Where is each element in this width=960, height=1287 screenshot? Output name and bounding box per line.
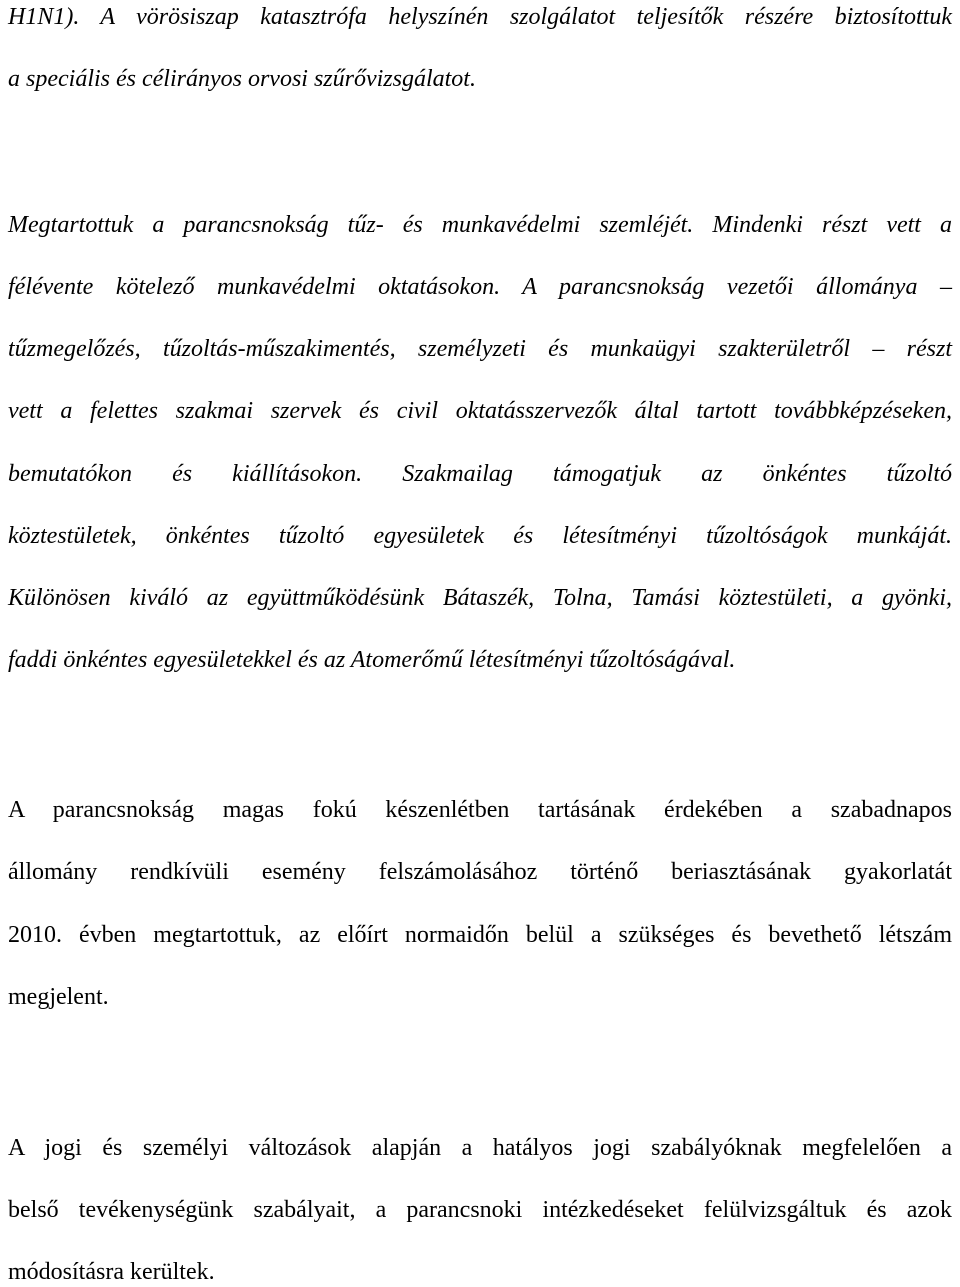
paragraph-2-line-6: köztestületek, önkéntes tűzoltó egyesületek és létesítményi tűzoltóságok munkáját.	[8, 523, 952, 549]
paragraph-4-line-3: módosításra kerültek.	[8, 1259, 215, 1285]
paragraph-2-line-1: Megtartottuk a parancsnokság tűz- és munkavédelmi szemléjét. Mindenki részt vett a	[8, 212, 952, 238]
paragraph-3-line-1: A parancsnokság magas fokú készenlétben tartásának érdekében a szabadnapos	[8, 797, 952, 823]
paragraph-2-line-8: faddi önkéntes egyesületekkel és az Atomerőmű létesítményi tűzoltóságával.	[8, 647, 736, 673]
paragraph-2-line-3: tűzmegelőzés, tűzoltás-műszakimentés, személyzeti és munkaügyi szakterületről – részt	[8, 336, 952, 362]
paragraph-1-line-2: a speciális és célirányos orvosi szűrővizsgálatot.	[8, 66, 476, 92]
paragraph-2-line-4: vett a felettes szakmai szervek és civil oktatásszervezők által tartott továbbképzéseken,	[8, 398, 952, 424]
paragraph-4-line-1: A jogi és személyi változások alapján a hatályos jogi szabályóknak megfelelően a	[8, 1135, 952, 1161]
paragraph-2-line-5: bemutatókon és kiállításokon. Szakmailag támogatjuk az önkéntes tűzoltó	[8, 461, 952, 487]
paragraph-4-line-2: belső tevékenységünk szabályait, a parancsnoki intézkedéseket felülvizsgáltuk és azok	[8, 1197, 952, 1223]
paragraph-3-line-3: 2010. évben megtartottuk, az előírt normaidőn belül a szükséges és bevethető létszám	[8, 922, 952, 948]
paragraph-1-line-1: H1N1). A vörösiszap katasztrófa helyszínén szolgálatot teljesítők részére biztosítottuk	[8, 4, 952, 30]
paragraph-2-line-7: Különösen kiváló az együttműködésünk Bátaszék, Tolna, Tamási köztestületi, a gyönki,	[8, 585, 952, 611]
paragraph-2-line-2: félévente kötelező munkavédelmi oktatásokon. A parancsnokság vezetői állománya –	[8, 274, 952, 300]
paragraph-3-line-4: megjelent.	[8, 984, 109, 1010]
paragraph-3-line-2: állomány rendkívüli esemény felszámolásához történő beriasztásának gyakorlatát	[8, 859, 952, 885]
